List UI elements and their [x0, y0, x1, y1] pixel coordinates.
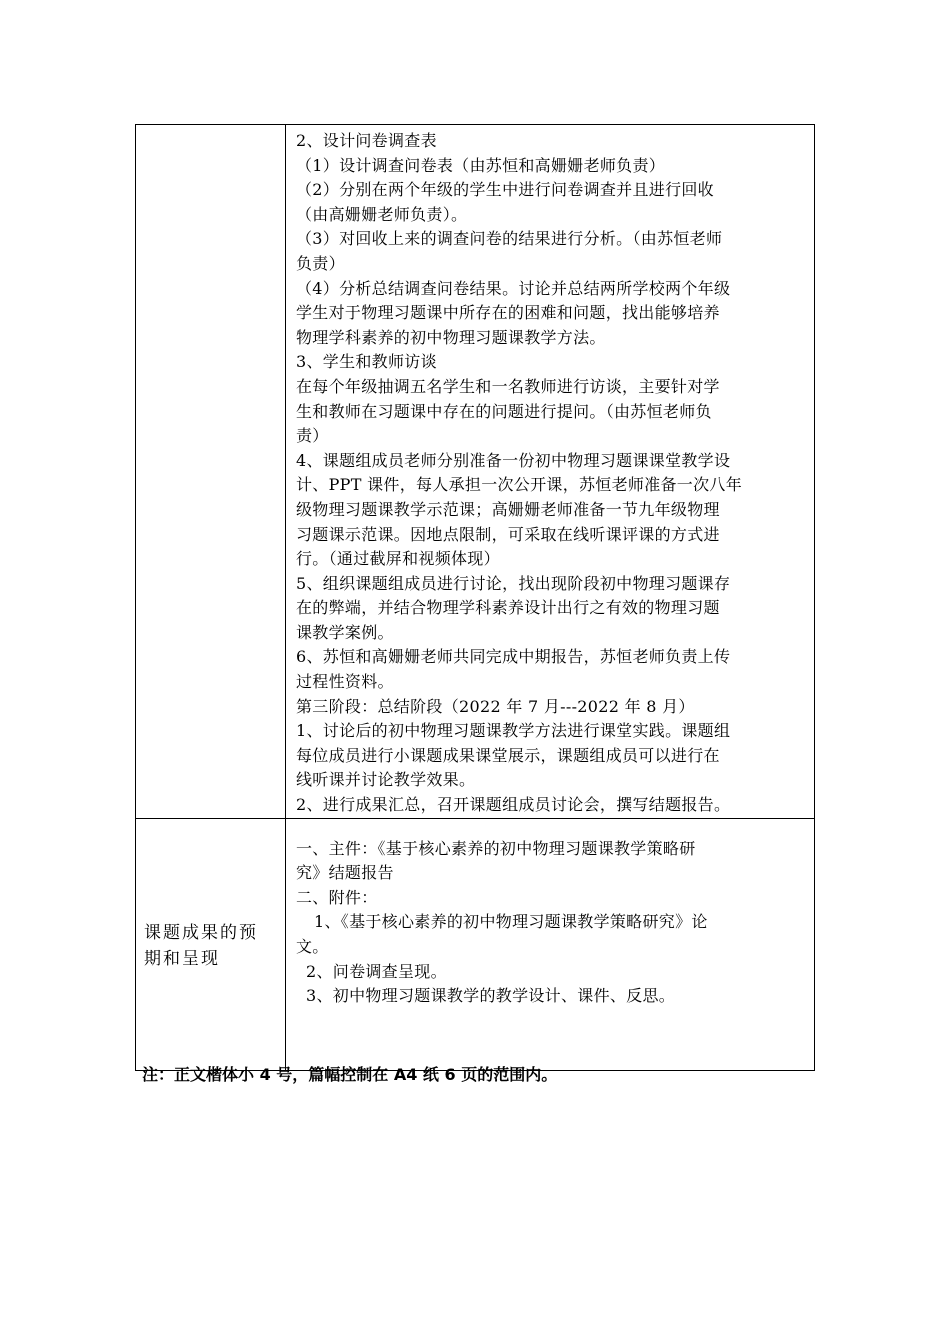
text-line: 3、学生和教师访谈: [296, 352, 437, 372]
row-label-line: 期和呈现: [144, 949, 220, 970]
row1-label-cell: [136, 125, 286, 819]
text-line: 负责）: [296, 253, 345, 273]
text-line: 一、主件：《基于核心素养的初中物理习题课教学策略研: [296, 838, 696, 858]
row1-content-cell: [286, 125, 815, 819]
plan-table: [135, 124, 815, 1071]
text-line: 1、《基于核心素养的初中物理习题课教学策略研究》论: [314, 912, 708, 932]
row-label: [144, 916, 277, 972]
row2-content-cell: [286, 818, 815, 1070]
table-row: [136, 125, 815, 819]
text-line: 行。（通过截屏和视频体现）: [296, 549, 500, 569]
text-line: 级物理习题课教学示范课；高姗姗老师准备一节九年级物理: [296, 499, 720, 519]
text-line: 课教学案例。: [296, 622, 394, 642]
text-line: 每位成员进行小课题成果课堂展示，课题组成员可以进行在: [296, 745, 720, 765]
row-label-line: 课题成果的预: [144, 923, 258, 944]
text-line: 二、附件：: [296, 887, 378, 907]
row2-label-cell: [136, 818, 286, 1070]
text-line: 6、苏恒和高姗姗老师共同完成中期报告，苏恒老师负责上传: [296, 647, 731, 667]
text-line: 3、初中物理习题课教学的教学设计、课件、反思。: [306, 986, 676, 1006]
table-row: [136, 818, 815, 1070]
text-line: 线听课并讨论教学效果。: [296, 770, 476, 790]
text-line: 1、讨论后的初中物理习题课教学方法进行课堂实践。课题组: [296, 721, 731, 741]
text-line: 生和教师在习题课中存在的问题进行提问。（由苏恒老师负: [296, 401, 712, 421]
text-line: 习题课示范课。因地点限制，可采取在线听课评课的方式进: [296, 524, 720, 544]
text-line: 文。: [296, 937, 329, 956]
text-line: （3）对回收上来的调查问卷的结果进行分析。（由苏恒老师: [296, 229, 723, 249]
text-line: （由高姗姗老师负责）。: [296, 204, 468, 224]
text-line: 在的弊端，并结合物理学科素养设计出行之有效的物理习题: [296, 598, 720, 618]
text-line: 2、进行成果汇总，召开课题组成员讨论会，撰写结题报告。: [296, 795, 731, 815]
text-line: 4、课题组成员老师分别准备一份初中物理习题课课堂教学设: [296, 450, 731, 470]
text-line: （2）分别在两个年级的学生中进行问卷调查并且进行回收: [296, 180, 714, 200]
footnote: 注：正文楷体小 4 号，篇幅控制在 A4 纸 6 页的范围内。: [142, 1065, 558, 1084]
text-line: 物理学科素养的初中物理习题课教学方法。: [296, 327, 606, 347]
text-line: 过程性资料。: [296, 672, 394, 692]
text-line: 2、问卷调查呈现。: [306, 961, 447, 981]
text-line: （1）设计调查问卷表（由苏恒和高姗姗老师负责）: [296, 155, 666, 175]
text-line: （4）分析总结调查问卷结果。讨论并总结两所学校两个年级: [296, 278, 731, 298]
text-line: 5、组织课题组成员进行讨论，找出现阶段初中物理习题课存: [296, 573, 731, 593]
text-line: 计、PPT 课件，每人承担一次公开课，苏恒老师准备一次八年: [296, 475, 742, 495]
text-line: 2、设计问卷调查表: [296, 131, 437, 150]
text-line: 学生对于物理习题课中所存在的困难和问题，找出能够培养: [296, 303, 720, 323]
text-line: 第三阶段：总结阶段（2022 年 7 月---2022 年 8 月）: [296, 696, 695, 716]
text-line: 究》结题报告: [296, 863, 394, 883]
text-line: 责）: [296, 426, 329, 446]
text-line: 在每个年级抽调五名学生和一名教师进行访谈，主要针对学: [296, 376, 720, 396]
